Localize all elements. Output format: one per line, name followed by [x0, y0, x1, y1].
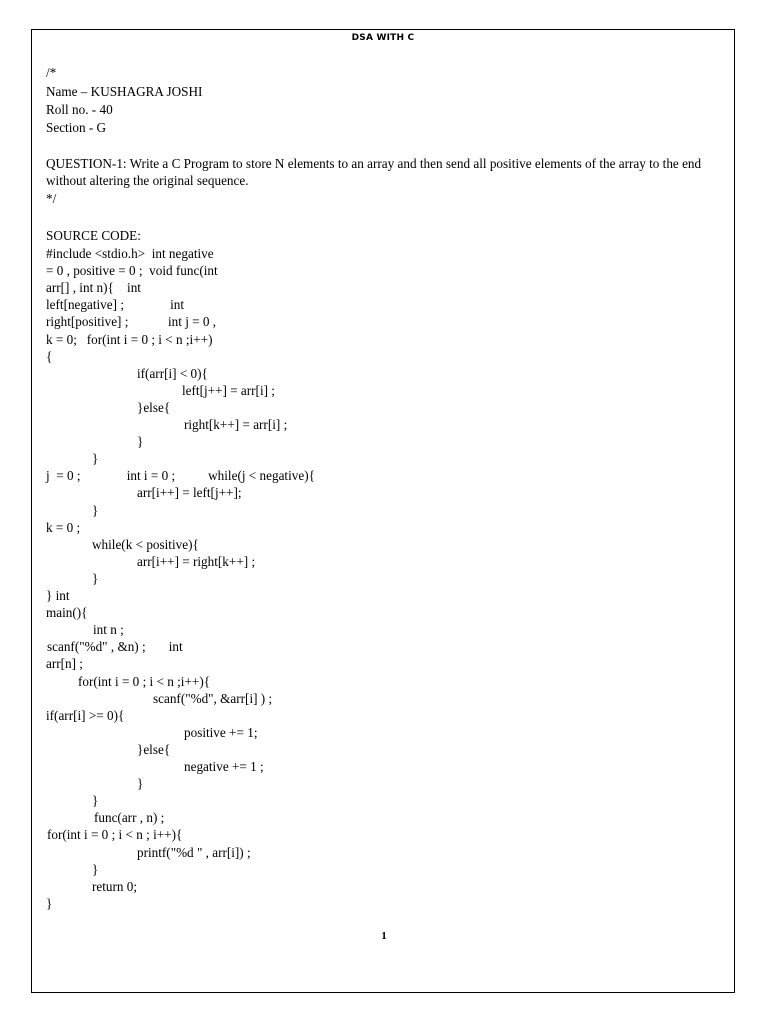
code-line: scanf("%d" , &n) ; int: [47, 639, 183, 655]
code-line: j = 0 ; int i = 0 ; while(j < negative){: [46, 468, 315, 484]
code-line: scanf("%d", &arr[i] ) ;: [153, 690, 273, 706]
code-line: }else{: [137, 399, 171, 415]
source-code-heading: SOURCE CODE:: [46, 228, 141, 243]
code-line: }: [92, 502, 99, 518]
document-header: DSA WITH C: [351, 33, 415, 43]
code-line: int n ;: [93, 622, 124, 638]
page-number: 1: [381, 930, 387, 942]
code-line: {: [46, 348, 53, 364]
author-name: Name – KUSHAGRA JOSHI: [46, 84, 203, 99]
section: Section - G: [46, 120, 107, 135]
code-line: }: [92, 570, 99, 586]
code-line: #include <stdio.h> int negative: [46, 246, 214, 261]
comment-close: */: [46, 191, 57, 206]
code-line: for(int i = 0 ; i < n ; i++){: [47, 827, 183, 843]
code-line: while(k < positive){: [92, 536, 199, 552]
code-line: negative += 1 ;: [184, 759, 264, 774]
code-line: k = 0 ;: [46, 519, 81, 535]
code-line: if(arr[i] >= 0){: [46, 707, 125, 723]
code-line: }: [92, 451, 99, 467]
code-line: positive += 1;: [184, 724, 258, 740]
code-line: = 0 , positive = 0 ; void func(int: [46, 263, 218, 279]
code-line: arr[n] ;: [46, 656, 83, 672]
code-line: if(arr[i] < 0){: [137, 365, 208, 381]
code-line: main(){: [46, 605, 88, 621]
code-line: printf("%d " , arr[i]) ;: [137, 844, 251, 860]
code-line: }: [92, 793, 99, 809]
code-line: } int: [46, 588, 70, 603]
comment-open: /*: [46, 65, 57, 80]
code-line: }: [92, 861, 99, 877]
code-line: for(int i = 0 ; i < n ;i++){: [78, 673, 211, 689]
code-line: }: [137, 434, 144, 450]
code-line: }: [137, 776, 144, 792]
code-line: func(arr , n) ;: [94, 810, 165, 826]
code-line: arr[i++] = left[j++];: [137, 485, 242, 501]
code-line: arr[i++] = right[k++] ;: [137, 553, 256, 569]
code-line: left[j++] = arr[i] ;: [182, 382, 275, 398]
code-line: }: [46, 895, 53, 911]
code-line: }else{: [137, 741, 171, 757]
code-line: k = 0; for(int i = 0 ; i < n ;i++): [46, 331, 213, 347]
code-line: arr[] , int n){ int: [46, 280, 141, 296]
code-line: left[negative] ; int: [46, 297, 185, 313]
code-line: right[positive] ; int j = 0 ,: [46, 314, 217, 330]
roll-number: Roll no. - 40: [46, 102, 113, 117]
code-line: right[k++] = arr[i] ;: [184, 417, 288, 432]
question-text: QUESTION-1: Write a C Program to store N elements to an array and then send all positive elements of the array to the end without altering the original sequence.: [46, 156, 702, 188]
code-line: return 0;: [92, 878, 138, 894]
